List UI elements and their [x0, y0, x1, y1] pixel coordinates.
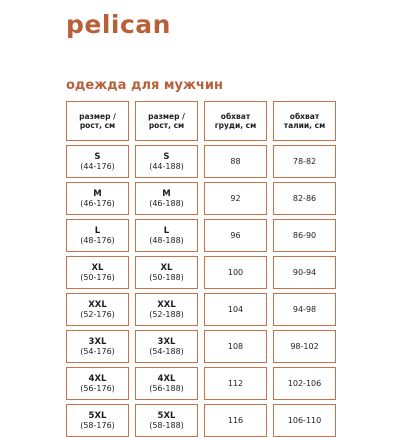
size-label: L	[94, 225, 101, 236]
size-range: (54-176)	[80, 346, 115, 356]
size-range: (44-176)	[80, 161, 115, 171]
brand-logo: pelican	[66, 10, 171, 39]
table-cell-waist: 82-86	[273, 182, 336, 215]
header-size-height-1	[66, 101, 129, 141]
size-range: (46-176)	[80, 198, 115, 208]
table-cell-chest: 104	[204, 293, 267, 326]
table-cell-size-height-1	[66, 256, 129, 289]
table-cell-size-height-2	[135, 219, 198, 252]
size-label: 4XL	[88, 373, 107, 384]
table-cell-waist: 86-90	[273, 219, 336, 252]
size-label: 5XL	[88, 410, 107, 421]
table-cell-chest: 108	[204, 330, 267, 363]
size-label: XXL	[157, 299, 176, 310]
table-cell-waist: 106-110	[273, 404, 336, 437]
header-line: размер /	[79, 112, 116, 121]
table-cell-size-height-1	[66, 404, 129, 437]
table-cell-size-height-1	[66, 293, 129, 326]
table-cell-chest: 88	[204, 145, 267, 178]
table-cell-size-height-2	[135, 293, 198, 326]
size-range: (56-176)	[80, 383, 115, 393]
size-range: (50-176)	[80, 272, 115, 282]
size-range: (54-188)	[149, 346, 184, 356]
table-cell-chest: 92	[204, 182, 267, 215]
size-label: 3XL	[157, 336, 176, 347]
header-line: талии, см	[283, 121, 326, 130]
header-size-height-2	[135, 101, 198, 141]
table-cell-size-height-1	[66, 330, 129, 363]
table-cell-size-height-1	[66, 145, 129, 178]
table-cell-size-height-1	[66, 182, 129, 215]
table-cell-size-height-1	[66, 367, 129, 400]
table-cell-waist: 78-82	[273, 145, 336, 178]
table-cell-size-height-2	[135, 367, 198, 400]
page-title: одежда для мужчин	[66, 78, 223, 93]
size-range: (48-188)	[149, 235, 184, 245]
size-label: XL	[91, 262, 104, 273]
size-label: S	[94, 151, 101, 162]
table-cell-chest: 112	[204, 367, 267, 400]
table-cell-size-height-2	[135, 330, 198, 363]
table-cell-waist: 90-94	[273, 256, 336, 289]
table-cell-waist: 98-102	[273, 330, 336, 363]
table-cell-size-height-2	[135, 404, 198, 437]
size-range: (50-188)	[149, 272, 184, 282]
header-line: обхват	[289, 112, 320, 121]
table-cell-chest: 96	[204, 219, 267, 252]
size-label: XXL	[88, 299, 107, 310]
size-range: (52-188)	[149, 309, 184, 319]
table-cell-size-height-2	[135, 182, 198, 215]
size-range: (48-176)	[80, 235, 115, 245]
size-range: (58-176)	[80, 420, 115, 430]
size-label: 4XL	[157, 373, 176, 384]
size-chart-table	[66, 101, 336, 437]
size-range: (58-188)	[149, 420, 184, 430]
table-cell-chest: 116	[204, 404, 267, 437]
table-cell-size-height-1	[66, 219, 129, 252]
header-waist	[273, 101, 336, 141]
size-range: (44-188)	[149, 161, 184, 171]
header-line: груди, см	[214, 121, 257, 130]
size-label: 5XL	[157, 410, 176, 421]
size-range: (52-176)	[80, 309, 115, 319]
size-label: M	[162, 188, 171, 199]
table-cell-chest: 100	[204, 256, 267, 289]
table-cell-size-height-2	[135, 145, 198, 178]
table-cell-waist: 94-98	[273, 293, 336, 326]
size-label: XL	[160, 262, 173, 273]
size-range: (46-188)	[149, 198, 184, 208]
table-cell-size-height-2	[135, 256, 198, 289]
header-line: рост, см	[148, 121, 185, 130]
size-label: M	[93, 188, 102, 199]
header-line: размер /	[148, 112, 185, 121]
size-label: S	[163, 151, 170, 162]
header-line: обхват	[220, 112, 251, 121]
header-chest	[204, 101, 267, 141]
size-label: 3XL	[88, 336, 107, 347]
size-range: (56-188)	[149, 383, 184, 393]
size-label: L	[163, 225, 170, 236]
header-line: рост, см	[79, 121, 116, 130]
table-cell-waist: 102-106	[273, 367, 336, 400]
